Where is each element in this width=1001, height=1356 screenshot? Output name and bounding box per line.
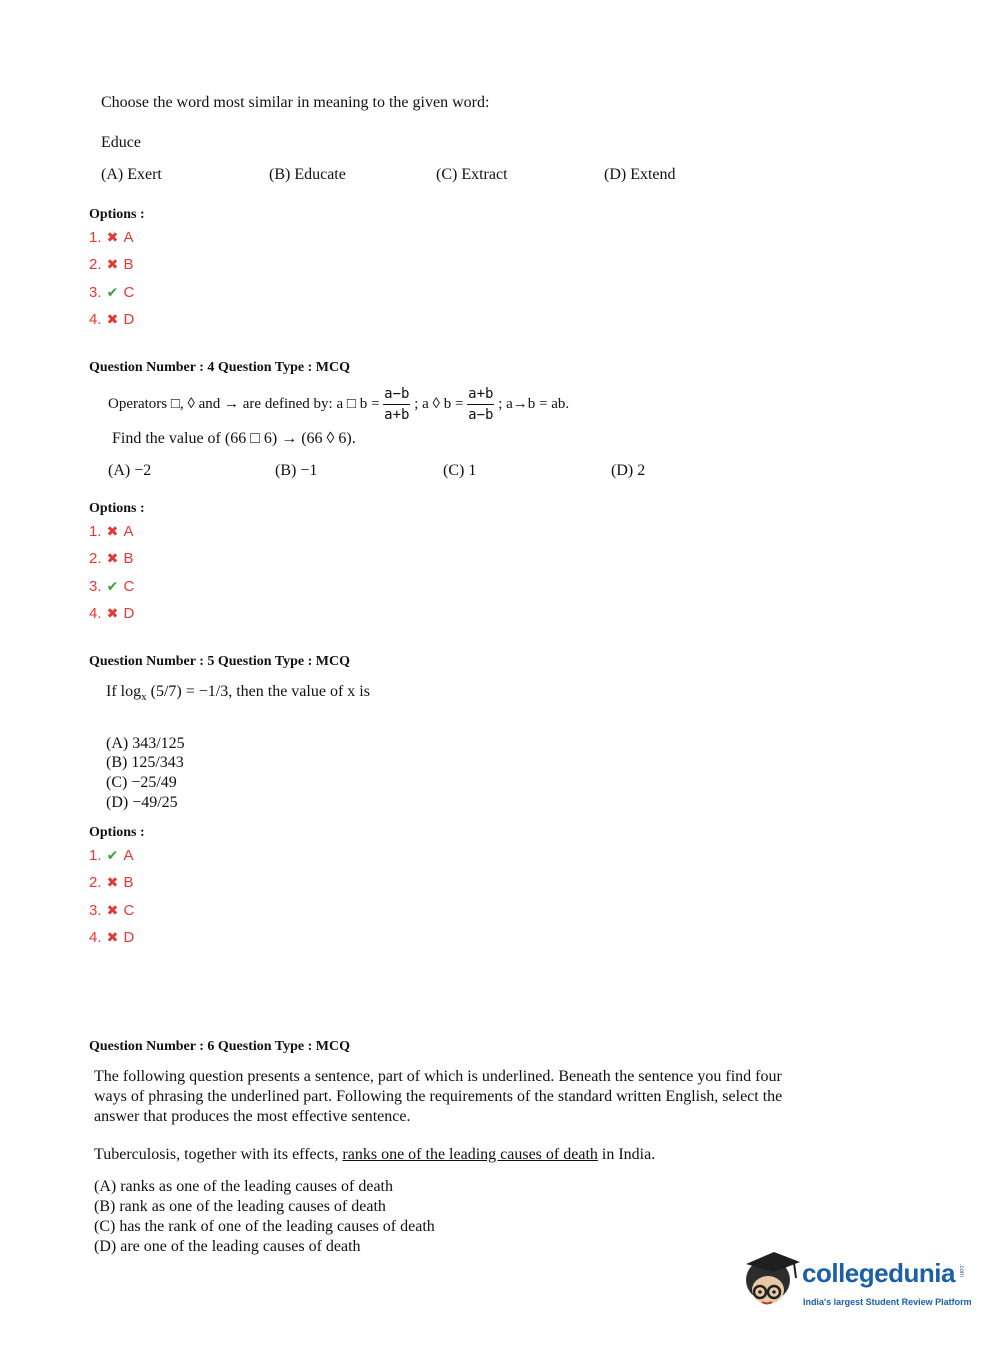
q4-option-1[interactable] (89, 523, 134, 540)
collegedunia-logo[interactable] (740, 1250, 970, 1316)
q4-operators-text: Operators □, ◊ and → are defined by: a □ b = (108, 395, 380, 412)
q4-choice-b: (B) −1 (275, 462, 318, 479)
logo-tagline: India's largest Student Review Platform (803, 1297, 972, 1307)
option-letter: C (123, 902, 135, 919)
option-letter: D (123, 605, 135, 622)
option-letter: A (123, 523, 134, 540)
cross-icon: ✖ (106, 523, 119, 539)
q5-text-pre: If log (106, 683, 142, 700)
q3-prompt: Choose the word most similar in meaning to the given word: (101, 94, 490, 111)
q5-choice-a: (A) 343/125 (106, 735, 185, 752)
q6-instructions: The following question presents a sentence, part of which is underlined. Beneath the sentence you find four ways of phrasing the underlined part. Following the requirements of the standard written English, select the answer that produces the most effective sentence. (94, 1068, 783, 1125)
option-letter: B (123, 874, 134, 891)
q3-option-3[interactable] (89, 284, 134, 301)
q4-header: Question Number : 4 Question Type : MCQ (89, 360, 350, 375)
q5-header: Question Number : 5 Question Type : MCQ (89, 654, 350, 669)
q4-mid-text: ; a ◊ b = (414, 395, 464, 412)
q6-choice-c: (C) has the rank of one of the leading causes of death (94, 1218, 435, 1235)
q5-choice-b: (B) 125/343 (106, 754, 184, 771)
q6-sentence (94, 1146, 655, 1164)
cross-icon: ✖ (106, 550, 119, 566)
q4-options-label: Options : (89, 501, 145, 516)
q4-end-text: ; a→b = ab. (498, 395, 570, 412)
option-letter: A (123, 229, 134, 246)
q5-choice-c: (C) −25/49 (106, 774, 177, 791)
cross-icon: ✖ (106, 229, 119, 245)
q5-text-post: (5/7) = −1/3, then the value of x is (146, 683, 370, 700)
option-number: 2. (89, 874, 102, 891)
q3-option-2[interactable] (89, 256, 134, 273)
checkmark-icon: ✔ (106, 578, 119, 594)
q3-option-4[interactable] (89, 311, 134, 328)
option-number: 3. (89, 578, 102, 595)
logo-wordmark: collegedunia (802, 1258, 955, 1288)
option-letter: A (123, 847, 134, 864)
option-number: 1. (89, 523, 102, 540)
cross-icon: ✖ (106, 874, 119, 890)
q4-fraction-2 (467, 386, 494, 423)
q6-header: Question Number : 6 Question Type : MCQ (89, 1039, 350, 1054)
q5-question (106, 683, 370, 703)
q3-option-1[interactable] (89, 229, 134, 246)
q3-choice-b: (B) Educate (269, 166, 346, 183)
option-number: 3. (89, 902, 102, 919)
q4-choice-a: (A) −2 (108, 462, 152, 479)
q4-fraction-1 (383, 386, 410, 423)
q6-choice-a: (A) ranks as one of the leading causes of death (94, 1178, 393, 1195)
q3-choice-c: (C) Extract (436, 166, 508, 183)
cross-icon: ✖ (106, 311, 119, 327)
q4-frac2-denominator: a−b (468, 407, 494, 423)
q5-option-1[interactable] (89, 847, 134, 864)
q4-option-2[interactable] (89, 550, 134, 567)
q4-option-3[interactable] (89, 578, 134, 595)
q5-option-2[interactable] (89, 874, 134, 891)
q4-option-4[interactable] (89, 605, 134, 622)
option-number: 1. (89, 847, 102, 864)
q4-choice-d: (D) 2 (611, 462, 646, 479)
option-number: 4. (89, 311, 102, 328)
cross-icon: ✖ (106, 256, 119, 272)
q3-choice-a: (A) Exert (101, 166, 162, 183)
q4-find: Find the value of (66 □ 6) → (66 ◊ 6). (112, 430, 356, 447)
option-number: 2. (89, 256, 102, 273)
option-number: 1. (89, 229, 102, 246)
q4-frac1-numerator: a−b (383, 386, 410, 405)
q3-word: Educe (101, 134, 141, 151)
q5-choice-d: (D) −49/25 (106, 794, 178, 811)
q6-sentence-pre: Tuberculosis, together with its effects, (94, 1146, 343, 1163)
q5-options-label: Options : (89, 825, 145, 840)
cross-icon: ✖ (106, 929, 119, 945)
q4-frac2-numerator: a+b (467, 386, 494, 405)
cross-icon: ✖ (106, 902, 119, 918)
option-letter: C (123, 578, 135, 595)
cross-icon: ✖ (106, 605, 119, 621)
q4-frac1-denominator: a+b (384, 407, 410, 423)
q6-choice-d: (D) are one of the leading causes of death (94, 1238, 361, 1255)
option-letter: D (123, 311, 135, 328)
option-number: 4. (89, 605, 102, 622)
q4-operators (108, 386, 569, 423)
q6-sentence-post: in India. (597, 1146, 656, 1163)
option-letter: B (123, 256, 134, 273)
q5-option-3[interactable] (89, 902, 134, 919)
q5-option-4[interactable] (89, 929, 134, 946)
mascot-icon (740, 1250, 802, 1316)
q3-choice-d: (D) Extend (604, 166, 676, 183)
option-letter: B (123, 550, 134, 567)
q3-options-label: Options : (89, 207, 145, 222)
option-number: 4. (89, 929, 102, 946)
option-letter: C (123, 284, 135, 301)
logo-suffix: .com (958, 1264, 964, 1278)
option-letter: D (123, 929, 135, 946)
q6-choice-b: (B) rank as one of the leading causes of death (94, 1198, 386, 1215)
checkmark-icon: ✔ (106, 847, 119, 863)
q6-sentence-underlined: ranks one of the leading causes of death (342, 1146, 598, 1163)
option-number: 2. (89, 550, 102, 567)
checkmark-icon: ✔ (106, 284, 119, 300)
q5-text-sub: x (141, 691, 147, 704)
option-number: 3. (89, 284, 102, 301)
q4-choice-c: (C) 1 (443, 462, 477, 479)
